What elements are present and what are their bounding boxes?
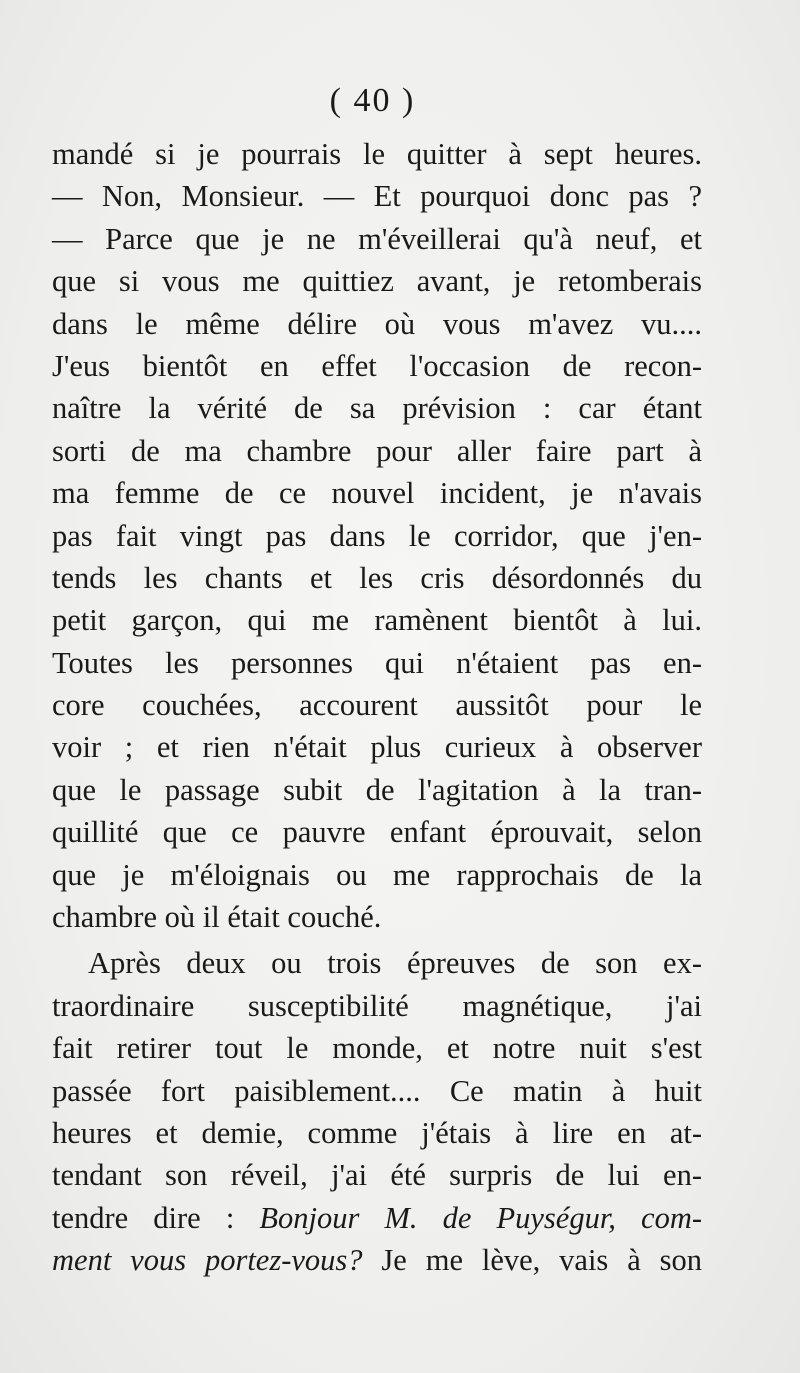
text-line: quillité que ce pauvre enfant éprouvait, selon xyxy=(52,815,702,850)
text-line: tends les chants et les cris désordonnés du xyxy=(52,560,702,595)
text-line: ma femme de ce nouvel incident, je n'avais xyxy=(52,476,702,511)
text-line: traordinaire susceptibilité magnétique, j'ai xyxy=(52,988,702,1023)
text-line: sorti de ma chambre pour aller faire part à xyxy=(52,433,702,468)
text-line: — Non, Monsieur. — Et pourquoi donc pas ? xyxy=(52,179,702,214)
text-line: que je m'éloignais ou me rapprochais de la xyxy=(52,857,702,892)
body-text xyxy=(52,133,702,1282)
text-line: pas fait vingt pas dans le corridor, que j'en- xyxy=(52,518,702,553)
text-line: — Parce que je ne m'éveillerai qu'à neuf, et xyxy=(52,221,702,256)
text-line: passée fort paisiblement.... Ce matin à huit xyxy=(52,1073,702,1108)
text-line: que le passage subit de l'agitation à la tran- xyxy=(52,772,702,807)
text-line: naître la vérité de sa prévision : car étant xyxy=(52,391,702,426)
text-line: heures et demie, comme j'étais à lire en at- xyxy=(52,1115,702,1150)
text-line: dans le même délire où vous m'avez vu.... xyxy=(52,306,702,341)
text-line: Toutes les personnes qui n'étaient pas en- xyxy=(52,645,702,680)
text-line xyxy=(52,1239,702,1281)
page-number: ( 40 ) xyxy=(329,82,416,119)
text-line: tendant son réveil, j'ai été surpris de lui en- xyxy=(52,1158,702,1193)
text-line: que si vous me quittiez avant, je retomberais xyxy=(52,264,702,299)
italic-text-run: Bonjour M. de Puységur, com- xyxy=(259,1200,703,1235)
italic-text-run: ment vous portez-vous? xyxy=(52,1243,363,1278)
text-line: fait retirer tout le monde, et notre nuit s'est xyxy=(52,1031,702,1066)
text-run: Je me lève, vais à son xyxy=(381,1243,702,1278)
text-line: Après deux ou trois épreuves de son ex- xyxy=(88,946,702,981)
text-line: J'eus bientôt en effet l'occasion de recon- xyxy=(52,348,702,383)
text-line xyxy=(52,1197,702,1239)
text-line: chambre où il était couché. xyxy=(52,900,382,935)
text-line: core couchées, accourent aussitôt pour le xyxy=(52,688,702,723)
text-line: voir ; et rien n'était plus curieux à observer xyxy=(52,730,702,765)
text-run: tendre dire : xyxy=(52,1200,235,1235)
text-line: mandé si je pourrais le quitter à sept heures. xyxy=(52,137,702,171)
text-line: petit garçon, qui me ramènent bientôt à lui. xyxy=(52,603,702,638)
